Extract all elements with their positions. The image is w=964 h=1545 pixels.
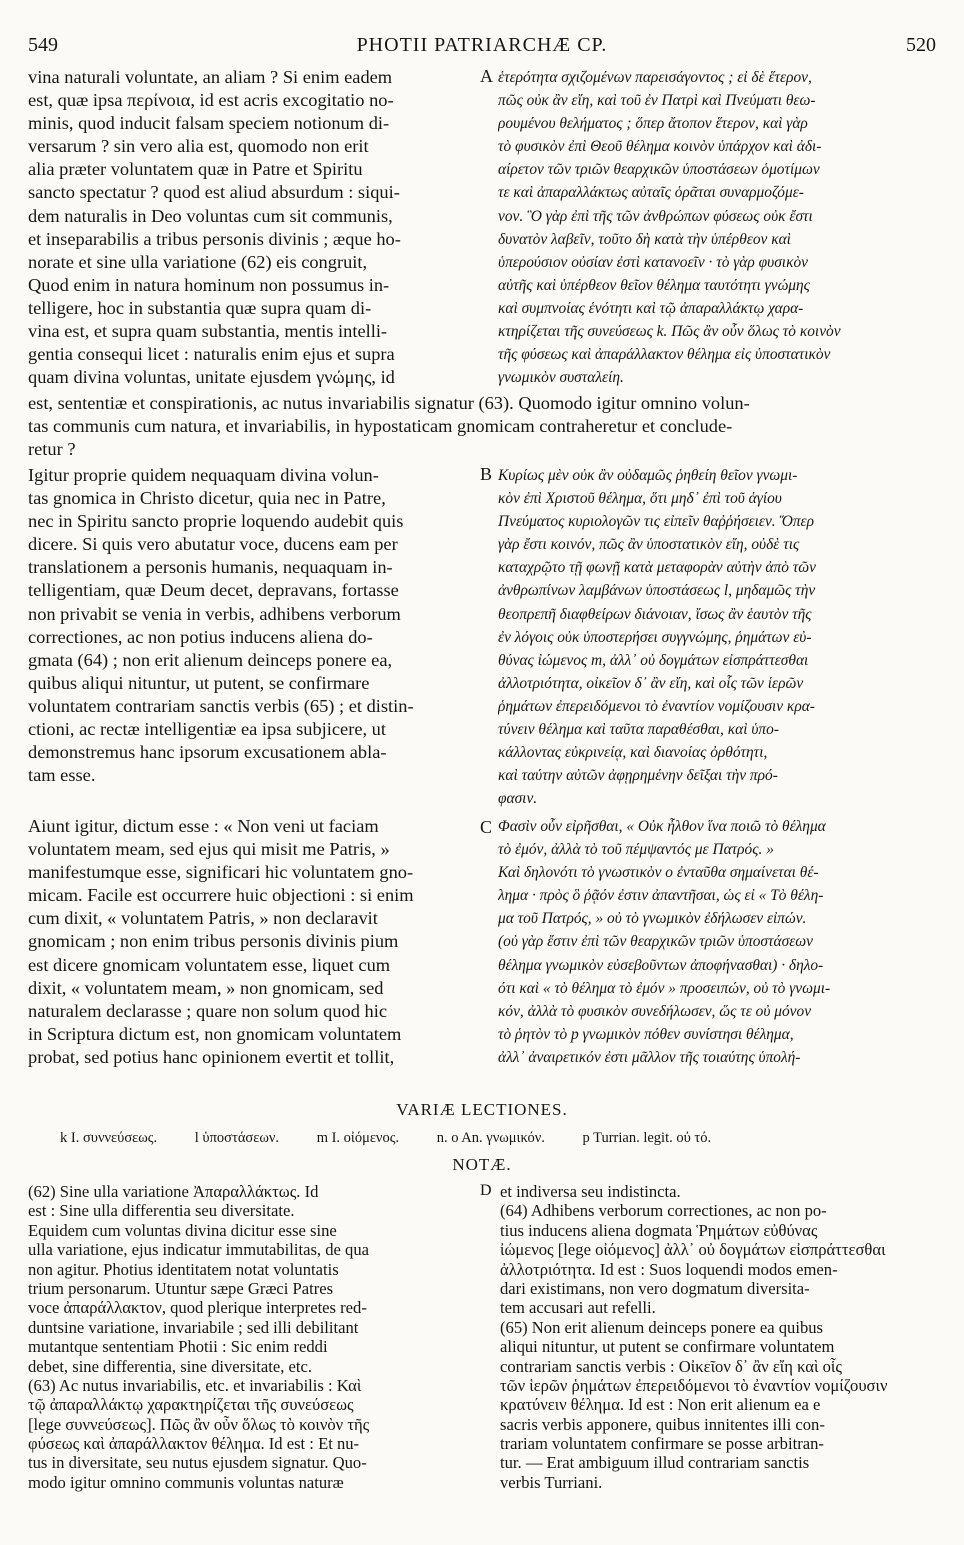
running-title: PHOTII PATRIARCHÆ CP. bbox=[356, 34, 608, 56]
text-line: minis, quod inducit falsam speciem notionum di- bbox=[28, 113, 390, 134]
text-line: retur ? bbox=[28, 439, 76, 460]
text-line: ulla variatione, ejus indicatur immutabilitas, de qua bbox=[28, 1240, 369, 1260]
notae-heading: NOTÆ. bbox=[452, 1155, 512, 1174]
text-line: νον. Ὃ γὰρ ἐπὶ τῆς τῶν ἀνθρώπων φύσεως οὐκ ἔστι bbox=[498, 207, 813, 225]
text-line: trium personarum. Utuntur sæpe Græci Patres bbox=[28, 1278, 334, 1298]
latin-column-b bbox=[28, 464, 470, 788]
text-line: κὸν ἐπὶ Χριστοῦ θέλημα, ὅτι μηδ᾽ ἐπὶ τοῦ ἁγίου bbox=[498, 490, 782, 508]
text-line: aliqui nituntur, ut putent se confirmare voluntatem bbox=[500, 1337, 835, 1357]
text-line: tus in diversitate, seu nutus ejusdem signatur. Quo- bbox=[28, 1453, 367, 1473]
text-line: non privabit se venia in verbis, adhibens verborum bbox=[28, 603, 401, 624]
text-line: demonstremus hanc ipsorum excusationem abla- bbox=[28, 742, 387, 763]
text-line: θύνας ἰώμενος m, ἀλλ᾽ οὐ δογμάτων εἰσπράττεσθαι bbox=[498, 651, 809, 669]
text-line: γὰρ ἔστι κοινόν, πῶς ἂν ὑποστατικὸν εἴη, οὐδὲ τις bbox=[498, 536, 800, 554]
text-line: Πνεύματος κυριολογῶν τις εἰπεῖν θαῤῥήσειεν. Ὅπερ bbox=[498, 513, 815, 531]
margin-marker-d: D bbox=[480, 1182, 492, 1199]
variae-list bbox=[60, 1130, 904, 1147]
page-number-right: 520 bbox=[906, 34, 936, 56]
text-line: in Scriptura dictum est, non gnomicam voluntatem bbox=[28, 1023, 402, 1044]
text-line: tius inducens aliena dogmata Ῥημάτων εὐθύνας bbox=[500, 1220, 818, 1240]
text-line: manifestumque esse, significari hic voluntatem gno- bbox=[28, 862, 414, 883]
text-line: verbis Turriani. bbox=[500, 1472, 603, 1492]
text-line: vina est, et supra quam substantia, mentis intelli- bbox=[28, 321, 388, 342]
text-line: gmata (64) ; non erit alienum deinceps ponere ea, bbox=[28, 649, 393, 670]
text-line: alia præter voluntatem quæ in Patre et Spiritu bbox=[28, 159, 363, 180]
text-line: ἀλλοτριότητα, οἰκεῖον δ᾽ ἂν εἴη, καὶ οἷς τῶν ἱερῶν bbox=[498, 674, 804, 692]
text-line: naturalem declarasse ; quare non solum quod hic bbox=[28, 1000, 388, 1021]
text-line: dari existimans, non vero dogmatum diversita- bbox=[500, 1278, 810, 1298]
text-line: φύσεως καὶ ἀπαράλλακτον θέλημα. Id est : Et nu- bbox=[28, 1434, 360, 1454]
full-width-text-a bbox=[28, 392, 938, 464]
text-line: ἰώμενος [lege οἰόμενος] ἀλλ᾽ οὐ δογμάτων εἰσπράττεσθαι bbox=[500, 1240, 886, 1260]
text-line: τὸ ἐμόν, ἀλλὰ τὸ τοῦ πέμψαντός με Πατρός. » bbox=[498, 841, 774, 859]
text-line: δυνατὸν λαβεῖν, τοῦτο δὴ κατὰ τὴν ὑπέρθεον καὶ bbox=[498, 230, 791, 248]
variant-reading: p Turrian. legit. οὐ τό. bbox=[582, 1130, 712, 1146]
text-line: non agitur. Photius identitatem notat voluntatis bbox=[28, 1259, 339, 1279]
text-line: ctioni, ac rectæ intelligentiæ ea ipsa subjicere, ut bbox=[28, 719, 386, 740]
text-line: ἀνθρωπίνων λαμβάνων ὑποστάσεως l, μηδαμῶς τὴν bbox=[498, 582, 816, 600]
text-line: tas gnomica in Christo dicetur, quia nec in Patre, bbox=[28, 488, 386, 509]
text-line: est dicere gnomicam voluntatem esse, liquet cum bbox=[28, 954, 391, 975]
greek-column-b bbox=[498, 464, 938, 812]
text-line: Igitur proprie quidem nequaquam divina volun- bbox=[28, 465, 379, 485]
text-line: πῶς οὐκ ἂν εἴη, καὶ τοῦ ἐν Πατρὶ καὶ Πνεύματι θεω- bbox=[498, 92, 816, 110]
text-line: κόν, ἀλλὰ τὸ φυσικὸν συνεδήλωσεν, ὥς τε οὐ μόνον bbox=[498, 1002, 812, 1020]
text-line: [lege συννεύσεως]. Πῶς ἂν οὖν ὅλως τὸ κοινὸν τῆς bbox=[28, 1414, 370, 1434]
text-line: gnomicam ; non enim tribus personis divinis pium bbox=[28, 931, 399, 952]
running-header bbox=[28, 34, 936, 60]
text-line: κάλλοντας εὐκρινείᾳ, καὶ διανοίας ὀρθότητι, bbox=[498, 744, 768, 762]
variant-reading: k I. συννεύσεως. bbox=[60, 1130, 158, 1146]
text-line: τε καὶ ἀπαραλλάκτως αὐταῖς ὁρᾶται συναρμοζόμε- bbox=[498, 184, 804, 202]
text-line: Aiunt igitur, dictum esse : « Non veni ut faciam bbox=[28, 816, 379, 836]
text-line: (64) Adhibens verborum correctiones, ac non po- bbox=[500, 1201, 827, 1221]
text-line: et inseparabilis a tribus personis divinis ; æque ho- bbox=[28, 228, 401, 249]
text-line: voluntatem contrariam sanctis verbis (65) ; et distin- bbox=[28, 695, 414, 716]
text-line: telligentiam, quæ Deum decet, depravans, fortasse bbox=[28, 580, 399, 601]
text-line: (65) Non erit alienum deinceps ponere ea quibus bbox=[500, 1317, 824, 1337]
text-line: trariam voluntatem confirmare se posse arbitran- bbox=[500, 1434, 824, 1454]
variant-reading: n. o An. γνωμικόν. bbox=[436, 1130, 545, 1146]
margin-marker-c: C bbox=[480, 817, 493, 837]
text-line: tem accusari aut refelli. bbox=[500, 1298, 656, 1318]
text-line: τὸ φυσικὸν ἐπὶ Θεοῦ θέλημα κοινὸν ὑπάρχον καὶ ἀδι- bbox=[498, 138, 822, 156]
text-line: τῶν ἱερῶν ῥημάτων ἐπερειδόμενοι τὸ ἐναντίον νομίζουσιν bbox=[500, 1375, 888, 1395]
text-line: cum dixit, « voluntatem Patris, » non declaravit bbox=[28, 908, 378, 929]
text-line: θέλημα γνωμικὸν εὐσεβοῦντων ἀποφήνασθαι) · δηλο- bbox=[498, 956, 824, 974]
text-line: θεοπρεπῆ διαφθείρων διάνοιαν, ἴσως ἂν ἑαυτὸν τῆς bbox=[498, 605, 812, 623]
text-line: duntsine variatione, invariabile ; sed illi debilitant bbox=[28, 1317, 359, 1337]
text-line: tur. — Erat ambiguum illud contrariam sanctis bbox=[500, 1453, 810, 1473]
text-line: vina naturali voluntate, an aliam ? Si enim eadem bbox=[28, 67, 393, 87]
text-line: (οὐ γὰρ ἔστιν ἐπὶ τῶν θεαρχικῶν τριῶν ὑποστάσεων bbox=[498, 933, 813, 951]
variae-heading: VARIÆ LECTIONES. bbox=[396, 1100, 568, 1119]
text-line: Καὶ δηλονότι τὸ γνωστικὸν ο ἐνταῦθα σημαίνεται θέ- bbox=[498, 864, 819, 882]
text-line: ρουμένου θελήματος ; ὅπερ ἄτοπον ἕτερον, καὶ γὰρ bbox=[498, 115, 808, 133]
text-line: τὸ ῥητὸν τὸ p γνωμικὸν πόθεν συνίστησι θέλημα, bbox=[498, 1025, 794, 1043]
text-line: contrariam sanctis verbis : Οἰκεῖον δ᾽ ἂν εἴη καὶ οἷς bbox=[500, 1356, 842, 1376]
text-line: φασιν. bbox=[498, 790, 538, 808]
text-line: voluntatem meam, sed ejus qui misit me Patris, » bbox=[28, 839, 390, 860]
text-line: quibus aliqui nituntur, ut putent, se confirmare bbox=[28, 672, 370, 693]
text-line: telligere, hoc in substantia quæ supra quam di- bbox=[28, 297, 372, 318]
text-line: sancto spectatur ? quod est aliud absurdum : siqui- bbox=[28, 182, 400, 203]
text-line: est : Sine ulla differentia seu diversitate. bbox=[28, 1201, 295, 1221]
text-line: ἀλλ᾽ ἀναιρετικόν ἐστι μᾶλλον τῆς τοιαύτης ὑπολή- bbox=[498, 1048, 801, 1066]
text-line: ἑτερότητα σχιζομένων παρεισάγοντος ; εἰ δὲ ἕτερον, bbox=[498, 69, 812, 86]
text-line: καὶ ταύτην αὐτῶν ἀφῃρημένην δεῖξαι τὴν πρό- bbox=[498, 767, 778, 785]
text-line: αίρετον τῶν τριῶν θεαρχικῶν ὑποστάσεων ὁμοτίμων bbox=[498, 161, 820, 179]
text-line: λημα · πρὸς ὃ ῥᾷόν ἐστιν ἀπαντῆσαι, ὡς εἰ « Τὸ θέλη- bbox=[498, 887, 824, 905]
text-line: (62) Sine ulla variatione Ἀπαραλλάκτως. Id bbox=[28, 1182, 319, 1201]
text-line: dicere. Si quis vero abutatur voce, ducens eam per bbox=[28, 534, 398, 555]
text-line: καταχρῷτο τῇ φωνῇ κατὰ μεταφορὰν αὐτὴν ἀπὸ τῶν bbox=[498, 559, 816, 577]
text-line: dem naturalis in Deo voluntas cum sit communis, bbox=[28, 205, 393, 226]
greek-column-c bbox=[498, 815, 938, 1073]
text-line: correctiones, ac non potius inducens aliena do- bbox=[28, 626, 373, 647]
text-line: ἐν λόγοις οὐκ ὑποστερήσει συγγνώμης, ῥημάτων εὐ- bbox=[498, 628, 812, 646]
text-line: tas communis cum natura, et invariabilis, in hypostaticam gnomicam contraheretur et conclude- bbox=[28, 416, 733, 437]
greek-column-a bbox=[498, 66, 938, 390]
page-number-left: 549 bbox=[28, 34, 58, 56]
text-line: quam divina voluntas, unitate ejusdem γνώμης, id bbox=[28, 367, 395, 388]
text-line: καὶ συμπνοίας ἑνότητι καὶ τῷ ἀπαραλλάκτῳ χαρα- bbox=[498, 299, 804, 317]
text-line: κρατύνειν θέλημα. Id est : Non erit alienum ea e bbox=[500, 1395, 821, 1415]
text-line: τῆς φύσεως καὶ ἀπαράλλακτον θέλημα εἰς ὑποστατικὸν bbox=[498, 346, 831, 364]
text-line: τύνειν θέλημα καὶ ταῦτα παραθέσθαι, καὶ ὑπο- bbox=[498, 721, 779, 739]
text-line: mutantque sententiam Photii : Sic enim reddi bbox=[28, 1337, 328, 1357]
text-line: ότι καὶ « τὸ θέλημα τὸ ἐμόν » προσειπών, οὐ τὸ γνωμι- bbox=[498, 979, 831, 997]
text-line: ῥημάτων ἐπερειδόμενοι τὸ ἐναντίον νομίζουσιν κρα- bbox=[498, 697, 815, 715]
text-line: αὐτῆς καὶ ὑπέρθεον θεῖον θέλημα ταυτότητι γνώμης bbox=[498, 276, 810, 294]
text-line: translationem a personis humanis, nequaquam in- bbox=[28, 557, 393, 578]
text-line: γνωμικὸν συσταλείη. bbox=[498, 369, 624, 387]
text-line: sacris verbis apponere, quibus innitentes illi con- bbox=[500, 1414, 825, 1434]
text-line: Φασὶν οὖν εἰρῆσθαι, « Οὐκ ἦλθον ἵνα ποιῶ τὸ θέλημα bbox=[498, 818, 826, 835]
text-line: et indiversa seu indistincta. bbox=[500, 1182, 681, 1201]
margin-marker-b: B bbox=[480, 464, 493, 484]
text-line: ὑπερούσιον οὐσίαν ἐστὶ κατανοεῖν · τὸ γὰρ φυσικὸν bbox=[498, 253, 808, 271]
text-line: voce ἀπαράλλακτον, quod plerique interpretes red- bbox=[28, 1298, 367, 1318]
text-line: dixit, « voluntatem meam, » non gnomicam, sed bbox=[28, 977, 384, 998]
notes-right-column bbox=[500, 1182, 938, 1496]
text-line: modo igitur omnino communis voluntas naturæ bbox=[28, 1472, 344, 1492]
text-line: τῷ ἀπαραλλάκτῳ χαρακτηρίζεται τῆς συνεύσεως bbox=[28, 1395, 354, 1415]
text-line: est, sententiæ et conspirationis, ac nutus invariabilis signatur (63). Quomodo igitur omnino volun- bbox=[28, 393, 750, 413]
text-line: gentia consequi licet : naturalis enim ejus et supra bbox=[28, 344, 395, 365]
latin-column-c bbox=[28, 815, 470, 1073]
text-line: κτηρίζεται τῆς συνεύσεως k. Πῶς ἂν οὖν ὅλως τὸ κοινὸν bbox=[498, 323, 841, 341]
text-line: μα τοῦ Πατρός, » οὐ τὸ γνωμικὸν ἐδήλωσεν εἰπών. bbox=[498, 910, 807, 928]
text-line: versarum ? sin vero alia est, quomodo non erit bbox=[28, 136, 369, 157]
variant-reading: m I. οἰόμενος. bbox=[316, 1130, 400, 1146]
text-line: Κυρίως μὲν οὐκ ἂν οὐδαμῶς ῥηθείη θεῖον γνωμι- bbox=[498, 467, 798, 484]
variant-reading: l ὑποστάσεων. bbox=[194, 1130, 280, 1146]
text-line: (63) Ac nutus invariabilis, etc. et invariabilis : Καὶ bbox=[28, 1375, 362, 1395]
text-line: norate et sine ulla variatione (62) eis congruit, bbox=[28, 251, 368, 272]
text-line: est, quæ ipsa περίνοια, id est acris excogitatio no- bbox=[28, 90, 394, 111]
text-line: Quod enim in natura hominum non possumus in- bbox=[28, 274, 390, 295]
text-line: probat, sed potius hanc opinionem evertit et tollit, bbox=[28, 1046, 395, 1067]
text-line: debet, sine differentia, sine diversitate, etc. bbox=[28, 1356, 312, 1376]
notes-left-column bbox=[28, 1182, 474, 1496]
text-line: Equidem cum voluntas divina dicitur esse sine bbox=[28, 1220, 337, 1240]
margin-marker-a: A bbox=[480, 66, 493, 86]
text-line: tam esse. bbox=[28, 765, 96, 786]
latin-column-a bbox=[28, 66, 470, 390]
text-line: ἀλλοτριότητα. Id est : Suos loquendi modos emen- bbox=[500, 1259, 838, 1279]
text-line: micam. Facile est occurrere huic objectioni : si enim bbox=[28, 885, 414, 906]
text-line: nec in Spiritu sancto proprie loquendo audebit quis bbox=[28, 511, 404, 532]
